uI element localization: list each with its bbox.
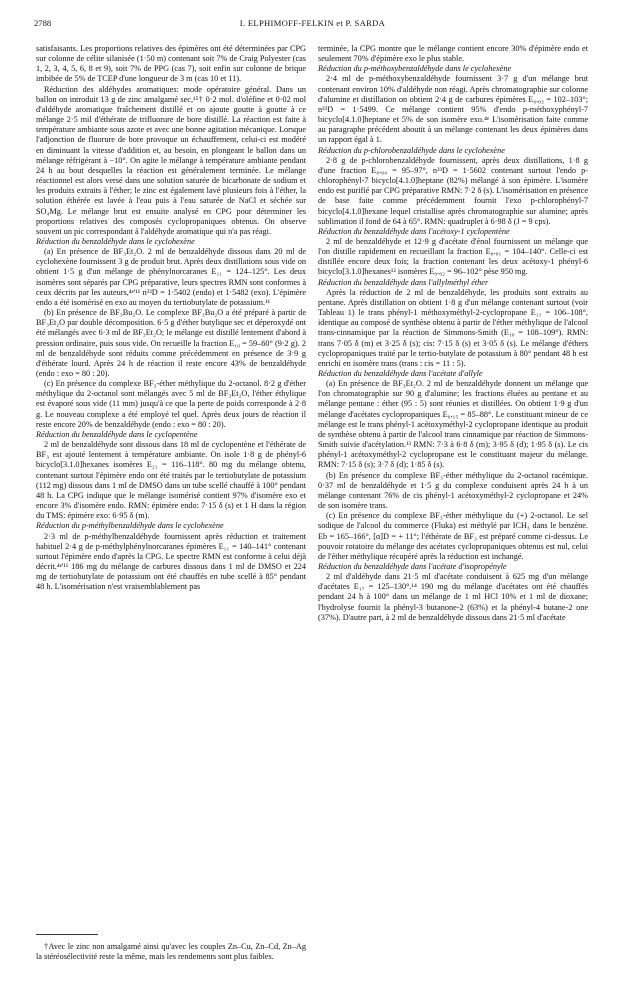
section-heading: Réduction du benzaldéhyde dans l'acétate d'allyle (318, 369, 483, 378)
paragraph: 2 ml de benzaldéhyde sont dissous dans 18 ml de cyclopentène et l'éthérate de BF₃ est ajouté lentement à température ambiante. On isole 1·8 g de phényl-6 bicyclo[3.1.0]hexanes isomères E₂₁ = 116–118°. 80 mg du mélange obtenu, contenant surtout l'épimère endo ont été traités par le tertiobutylate de potassium (112 mg) dissous dans 1 ml de DMSO dans un tube scellé chauffé à 100° pendant 48 h. La CPG indique que le mélange isomérisé contient 97% d'isomère exo et encore 3% d'isomère endo. RMN: épimère endo: 7·15 δ (s) et 1 H dans la région du TMS: épimère exo: 6·95 δ (m). (36, 440, 306, 521)
paragraph: (b) En présence du complexe BF₃-éther méthylique du 2-octanol racémique. 0·37 ml de benzaldéhyde et 1·5 g du complexe conduisent après 24 h à un mélange contenant 76% de cis phényl-1 acétoxyméthyl-2 cyclopropane et 24% de son isomère trans. (318, 470, 588, 511)
section-heading: Réduction du benzaldéhyde dans l'acétoxy-1 cyclopentène (318, 226, 510, 236)
paragraph: 2 ml de benzaldéhyde et 12·9 g d'acétate d'énol fournissent un mélange que l'on distille rapidement en recueillant la fraction E₀.₀₁ = 104–140°. Celle-ci est distillée encore deux fois; la fraction contenant les deux acétoxy-1 phényl-6 bicyclo[3.1.0]hexanes¹² isomères E₀.₀₂ = 96–102° pèse 950 mg. (318, 236, 588, 277)
paragraph: (a) En présence de BF₃Et₂O. 2 ml de benzaldéhyde dissous dans 20 ml de cyclohexène fournissent 3 g de produit brut. Après deux distillations sous vide on obtient 1·5 g d'un mélange de phénylnorcaranes E₁₁ = 124–125°. Les deux isomères sont séparés par CPG préparative, leurs spectres RMN sont conformes à ceux décrits par les auteurs,⁴ᵉ'¹¹ n²³D = 1·5402 (endo) et 1·5482 (exo). L'épimère endo a été isomérisé en exo au moyen du tertiobutylate de potassium.¹¹ (36, 247, 306, 307)
section-heading: Réduction du p-méthylbenzaldéhyde dans le cyclohexène (36, 521, 224, 531)
paragraph: satisfaisants. Les proportions relatives des épimères ont été déterminées par CPG sur colonne de célite silanisée (1·50 m) contenant soit 7% de Craig Polyester (cas 1, 2, 3, 4, 5, 6, 8 et 9), soit 7% de PPG (cas 7), soit enfin sur colonne de brique imbibée de 5% de TCEP d'une longueur de 3 m (cas 10 et 11). (36, 44, 306, 84)
section-heading: Réduction du p-méthoxybenzaldéhyde dans le cyclohexène (318, 64, 512, 74)
section-heading: Réduction du p-chlorobenzaldéhyde dans le cyclohexène (318, 145, 505, 155)
footnote-text: †Avec le zinc non amalgamé ainsi qu'avec les couples Zn–Cu, Zn–Cd, Zn–Ag la stéréosélectivité reste la même, mais les rendements sont plus faibles. (36, 942, 306, 962)
footnote-rule (36, 934, 98, 935)
paragraph: (b) En présence de BF₃Bu₂O. Le complexe BF₃Bu₂O a été préparé à partir de BF₃Et₂O par double décomposition. 6·5 g d'éther butylique sec et déperoxydé ont été mélangés avec 6·3 ml de BF₃Et₂O; le mélange est distillé lentement d'abord à pression ordinaire, puis sous vide. On recueille la fraction E₁₀ = 59–60° (9·2 g). 2 ml de benzaldéhyde sont réduits comme précédemment en présence de 3·9 g d'éthérate lourd. Après 24 h de réaction il reste encore 43% de benzaldéhyde (endo : exo = 80 : 20). (36, 308, 306, 378)
paragraph: Après la réduction de 2 ml de benzaldéhyde, les produits sont extraits au pentane. Après distillation on obtient 1·8 g d'un mélange contenant surtout (voir Tableau 1) le trans phényl-1 méthoxyméthyl-2-cyclopropane E₁₁ = 106–108°, identique au composé de synthèse obtenu à partir de l'éther méthylique de l'alcool trans-cinnamique par la réaction de Simmons-Smith (E₁₀ = 108–109°). RMN: trans 7·05 δ (m) et 3·25 δ (s); cis: 7·15 δ (s) et 3·05 δ (s). Le mélange d'éthers cyclopropaniques traité par le tertio-butylate de potassium à 80° pendant 48 h est enrichi en isomère trans (trans : cis = 11 : 5). (318, 287, 588, 368)
page-number: 2788 (34, 18, 52, 28)
paragraph: 2 ml d'aldéhyde dans 21·5 ml d'acétate conduisent à 625 mg d'un mélange d'acétates E₁₇ = 125–130°.¹⁴ 190 mg du mélange d'acétates ont été chauffés pendant 24 h à 100° dans un mélange de 1 ml HCl 10% et 1 ml de dioxane; l'hydrolyse fournit la phényl-3 butanone-2 (63%) et la phényl-4 butane-2 one (37%). D'autre part, à 2 ml de benzaldéhyde dissous dans 21·5 ml d'acétate (318, 572, 588, 622)
paragraph: terminée, la CPG montre que le mélange contient encore 30% d'épimère endo et seulement 70% d'épimère exo le plus stable. (318, 44, 588, 64)
paragraph: Réduction des aldéhydes aromatiques: mode opératoire général. Dans un ballon on introduit 13 g de zinc amalgamé sec,¹⁵† 0·2 mol. d'oléfine et 0·02 mol d'aldéhyde aromatique fraîchement distillé et on ajoute goutte à goutte à ce mélange 2·5 mil d'éthérate de trifluorure de bore distillé. La réaction est faite à température ambiante sous azote et avec une bonne agitation mécanique. Lorsque l'adjonction de fluorure de bore provoque un échauffement, celui-ci est modéré en diminuant la vitesse d'addition et, au besoin, en plongeant le ballon dans un mélange réfrigérant à −10°. On agite le mélange à température ambiante pendant 24 h au bout desquelles la réaction est généralement terminée. Le mélange réactionnel est alors versé dans une solution saturée de bicarbonate de sodium et les produits extraits à l'éther; le zinc est également lavé plusieurs fois à l'éther, la solution éthérée est lavée à l'eau puis à l'eau saturée de NaCl et séchée sur SO₄Mg. Le mélange brut est ensuite analysé en CPG pour déterminer les proportions relatives des composés cyclopropaniques obtenus. On observe souvent un pic correspondant à l'aldéhyde aromatique qui n'a pas réagi. (36, 84, 306, 236)
section-heading: Réduction du benzaldéhyde dans le cyclohexène (36, 236, 195, 246)
section-heading: Réduction du benzaldéhyde dans l'acétate d'isopropényle (318, 561, 507, 571)
running-title: I. ELPHIMOFF-FELKIN et P. SARDA (239, 18, 386, 28)
footnote (36, 942, 306, 962)
page-header (34, 18, 591, 32)
section-heading: Réduction du benzaldéhyde dans le cyclopentène (36, 429, 198, 439)
paragraph: (c) En présence du complexe BF₃-éther méthylique du 2-octanol. 8·2 g d'éther méthylique du 2-octanol sont mélangés avec 5 ml de BF₃Et₂O, l'éther éthylique est évaporé sous vide (11 mm) jusqu'à ce que la perte de poids corresponde à 2·8 g. Le nouveau complexe a été employé tel quel. Après deux jours de réaction il reste encore 20% de benzaldéhyde (endo : exo = 80 : 20). (36, 379, 306, 429)
paragraph: (c) En présence du complexe BF₃-éther méthylique du (+) 2-octanol. Le sel sodique de l'alcool du commerce (Fluka) est méthylé par ICH₃ dans le benzène. Eb = 165–166°, [α]D = + 11°; l'éthérate de BF₃ est préparé comme ci-dessus. Le pouvoir rotatoire du mélange des acétates cyclopropaniques obtenus est nul, celui de l'éther méthylique récupéré après la réduction est inchangé. (318, 511, 588, 561)
paragraph: 2·3 ml de p-méthylbenzaldéhyde fournissent après réduction et traitement habituel 2·4 g de p-méthylphénylnorcaranes épimères E₁₁ = 140–141° contenant surtout l'épimère endo d'après la CPG. Le spectre RMN est conforme à celui déjà décrit.⁴ᵉ'¹¹ 186 mg du mélange de carbures dissous dans 1 ml de DMSO et 224 mg de tertiobutylate de potassium ont été chauffés en tube scellé à 85° pendant 48 h. L'isomérisation n'est vraisemblablement pas (36, 531, 306, 592)
right-column (318, 44, 588, 623)
paragraph: 2·4 ml de p-méthoxybenzaldéhyde fournissent 3·7 g d'un mélange brut contenant environ 10% d'aldéhyde non réagi. Après chromatographie sur colonne d'alumine et distillation on obtient 2·4 g de carbures épimères E₀.₀₃ = 102–103°; n²³D = 1·5499. Ce mélange contient 95% d'endo p-méthoxyphényl-7 bicyclo[4.1.0]heptane et 5% de son isomère exo.⁴ᵉ L'isomérisation faite comme au paragraphe précédent aboutit à un mélange contenant les deux épimères dans un rapport égal à 1. (318, 74, 588, 145)
paragraph: 2·8 g de p-chlorobenzaldéhyde fournissent, après deux distillations, 1·8 g d'une fraction E₀.₀₄ = 95–97°, n²³D = 1·5602 contenant surtout l'endo p-chlorophényl-7 bicyclo[4.1.0]heptane (82%) mélangé à son épimère. L'isomère endo est purifié par CPG préparative RMN: 7·2 δ (s). L'isomérisation en présence de base faite comme précédemment fournit l'exo p-chlorophényl-7 bicyclo[4.1.0]hexane lequel cristallise après chromatographie sur alumine; après sublimation il fond de 64 à 65°. RMN: quadruplet à 6·98 δ (J = 9 cps). (318, 155, 588, 226)
section-heading: Réduction du benzaldéhyde dans l'allylméthyl éther (318, 277, 489, 287)
paragraph: (a) En présence de BF₃Et₂O. 2 ml de benzaldéhyde donnent un mélange que l'on chromatographie sur 90 g d'alumine; les fractions éluées au pentane et au mélange pentane : éther (95 : 5) sont réunies et distillées. On obtient 1·9 g d'un mélange d'acétates cyclopropaniques E₀.₁₅ = 85–88°. Le constituant mineur de ce mélange est le trans phényl-1 acétoxyméthyl-2 cyclopropane identique au produit de synthèse obtenu à partir de l'alcool trans cinnamique par réaction de Simmons-Smith suivie d'acétylation.¹³ RMN: 7·3 à 6·8 δ (m); 3·95 δ (d); 1·95 δ (s). Le cis phényl-1 acétoxyméthyl-2 cyclopropane est le constituant majeur du mélange. RMN: 7·15 δ (s); 3·7 δ (d); 1·85 δ (s). (318, 379, 588, 470)
left-column (36, 44, 306, 592)
